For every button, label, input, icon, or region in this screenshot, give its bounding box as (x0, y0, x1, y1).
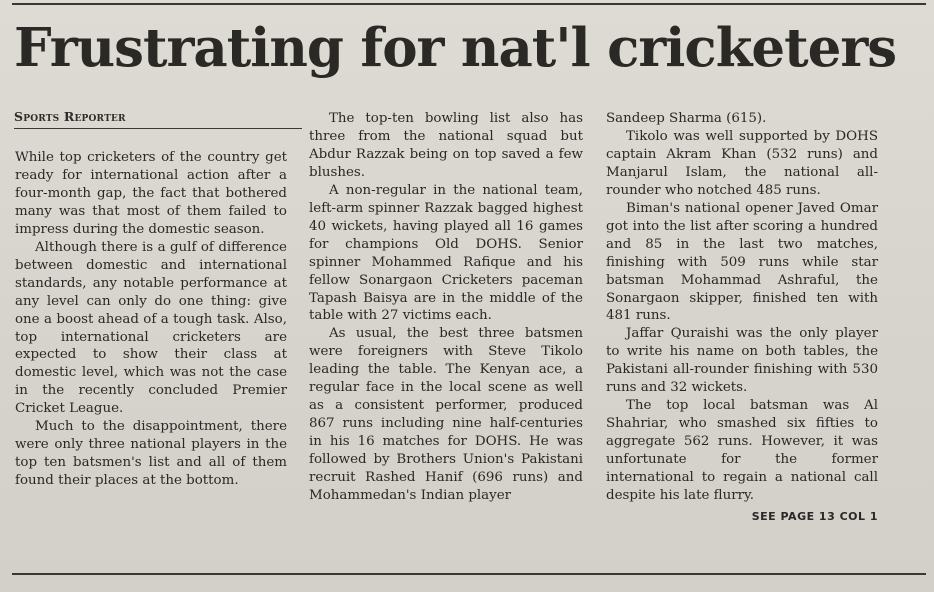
article-column-2 (309, 110, 583, 505)
paragraph: The top-ten bowling list also has three from the national squad but Abdur Razzak being on top saved a few blushes. (309, 111, 583, 180)
paragraph: Although there is a gulf of difference between domestic and international standards, any notable performance at any level can only do one thing: give one a boost ahead of a tough task. Also, top international cricketers are expected to show their class at domestic level, which was not the case in the recently concluded Premier Cricket League. (15, 239, 287, 417)
paragraph: As usual, the best three batsmen were foreigners with Steve Tikolo leading the table. The Kenyan ace, a regular face in the local scene as well as a consistent performer, produced 867 runs including nine half-centuries in his 16 matches for DOHS. He was followed by Brothers Union's Pakistani recruit Rashed Hanif (696 runs) and Mohammedan's Indian player (309, 326, 583, 504)
paragraph: The top local batsman was Al Shahriar, who smashed six fifties to aggregate 562 runs. However, it was unfortunate for the former international to regain a national call despite his late flurry. (606, 398, 878, 504)
article-column-3 (606, 110, 878, 526)
byline-rule (14, 128, 302, 129)
article-column-1 (15, 149, 287, 490)
bottom-rule (12, 573, 926, 575)
byline: Sports Reporter (14, 109, 126, 124)
paragraph: Tikolo was well supported by DOHS captain Akram Khan (532 runs) and Manjarul Islam, the national all-rounder who notched 485 runs. (606, 128, 878, 198)
paragraph-continued: Sandeep Sharma (615). (606, 111, 767, 126)
paragraph: A non-regular in the national team, left-arm spinner Razzak bagged highest 40 wickets, having played all 16 games for champions Old DOHS. Senior spinner Mohammed Rafique and his fellow Sonargaon Cricketers paceman Tapash Baisya are in the middle of the table with 27 victims each. (309, 182, 583, 324)
paragraph: Much to the disappointment, there were only three national players in the top ten batsmen's list and all of them found their places at the bottom. (15, 419, 287, 489)
continuation-reference: SEE PAGE 13 COL 1 (751, 509, 878, 523)
paragraph: While top cricketers of the country get ready for international action after a four-month gap, the fact that bothered many was that most of them failed to impress during the domestic season. (15, 150, 287, 237)
paragraph: Jaffar Quraishi was the only player to write his name on both tables, the Pakistani all-rounder finishing with 530 runs and 32 wickets. (606, 326, 878, 396)
top-rule (12, 3, 926, 5)
paragraph: Biman's national opener Javed Omar got into the list after scoring a hundred and 85 in the last two matches, finishing with 509 runs while star batsman Mohammad Ashraful, the Sonargaon skipper, finished ten with 481 runs. (606, 200, 878, 324)
headline: Frustrating for nat'l cricketers (14, 17, 897, 79)
